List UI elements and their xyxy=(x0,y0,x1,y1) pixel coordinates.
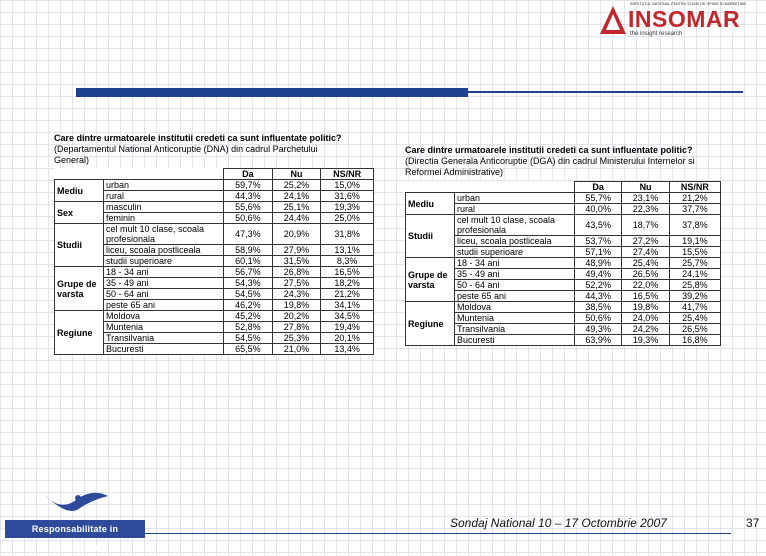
row-label: Transilvania xyxy=(455,324,575,335)
cell-value: 24,0% xyxy=(622,313,669,324)
cell-value: 18,7% xyxy=(622,215,669,236)
table-row xyxy=(55,311,374,322)
table-row xyxy=(406,215,721,236)
logo-tagline: INSTITUTUL NATIONAL PENTRU STUDII DE OPINIE SI MARKETING xyxy=(630,2,747,6)
cell-value: 22,3% xyxy=(622,204,669,215)
cell-value: 53,7% xyxy=(575,236,622,247)
cell-value: 27,2% xyxy=(622,236,669,247)
right-table xyxy=(405,181,721,346)
row-label: Bucuresti xyxy=(104,344,224,355)
column-header: Da xyxy=(224,169,273,180)
cell-value: 19,3% xyxy=(622,335,669,346)
cell-value: 54,5% xyxy=(224,333,273,344)
table-row xyxy=(406,193,721,204)
cell-value: 19,1% xyxy=(669,236,720,247)
group-label: Studii xyxy=(406,215,455,258)
cell-value: 23,1% xyxy=(622,193,669,204)
cell-value: 54,3% xyxy=(224,278,273,289)
footer-rule xyxy=(145,533,731,534)
cell-value: 27,4% xyxy=(622,247,669,258)
cell-value: 52,8% xyxy=(224,322,273,333)
column-header: Nu xyxy=(622,182,669,193)
row-label: studii superioare xyxy=(455,247,575,258)
group-label: Regiune xyxy=(406,302,455,346)
bird-icon xyxy=(40,486,112,520)
group-label: Grupe de varsta xyxy=(55,267,104,311)
cell-value: 25,3% xyxy=(272,333,321,344)
cell-value: 60,1% xyxy=(224,256,273,267)
insomar-logo xyxy=(598,2,760,42)
column-header: Da xyxy=(575,182,622,193)
row-label: 18 - 34 ani xyxy=(104,267,224,278)
group-label: Grupe de varsta xyxy=(406,258,455,302)
cell-value: 49,3% xyxy=(575,324,622,335)
right-panel-title xyxy=(405,145,717,178)
cell-value: 8,3% xyxy=(321,256,374,267)
cell-value: 49,4% xyxy=(575,269,622,280)
cell-value: 19,3% xyxy=(321,202,374,213)
cell-value: 16,8% xyxy=(669,335,720,346)
logo-name: INSOMAR xyxy=(628,6,741,32)
cell-value: 26,5% xyxy=(669,324,720,335)
column-header: NS/NR xyxy=(321,169,374,180)
cell-value: 31,8% xyxy=(321,224,374,245)
header-rule xyxy=(468,91,743,93)
page-number: 37 xyxy=(746,516,760,530)
row-label: 35 - 49 ani xyxy=(455,269,575,280)
cell-value: 18,2% xyxy=(321,278,374,289)
cell-value: 37,8% xyxy=(669,215,720,236)
row-label: Muntenia xyxy=(455,313,575,324)
cell-value: 19,8% xyxy=(272,300,321,311)
cell-value: 39,2% xyxy=(669,291,720,302)
cell-value: 40,0% xyxy=(575,204,622,215)
row-label: liceu, scoala postliceala xyxy=(455,236,575,247)
header-bar xyxy=(76,88,468,97)
cell-value: 25,7% xyxy=(669,258,720,269)
group-label: Mediu xyxy=(55,180,104,202)
group-label: Sex xyxy=(55,202,104,224)
row-label: peste 65 ani xyxy=(455,291,575,302)
row-label: peste 65 ani xyxy=(104,300,224,311)
row-label: Muntenia xyxy=(104,322,224,333)
cell-value: 55,7% xyxy=(575,193,622,204)
row-label: studii superioare xyxy=(104,256,224,267)
row-label: 50 - 64 ani xyxy=(104,289,224,300)
cell-value: 19,4% xyxy=(321,322,374,333)
cell-value: 25,4% xyxy=(669,313,720,324)
right-title-main: Care dintre urmatoarele institutii credeti ca sunt influentate politic? xyxy=(405,145,693,155)
row-label: cel mult 10 clase, scoala profesionala xyxy=(104,224,224,245)
survey-caption: Sondaj National 10 – 17 Octombrie 2007 xyxy=(450,516,667,530)
cell-value: 25,1% xyxy=(272,202,321,213)
cell-value: 45,2% xyxy=(224,311,273,322)
cell-value: 22,0% xyxy=(622,280,669,291)
header-blank xyxy=(55,169,224,180)
row-label: 50 - 64 ani xyxy=(455,280,575,291)
cell-value: 25,8% xyxy=(669,280,720,291)
cell-value: 24,4% xyxy=(272,213,321,224)
cell-value: 58,9% xyxy=(224,245,273,256)
table-row xyxy=(55,267,374,278)
cell-value: 63,9% xyxy=(575,335,622,346)
row-label: Bucuresti xyxy=(455,335,575,346)
cell-value: 55,6% xyxy=(224,202,273,213)
cell-value: 25,2% xyxy=(272,180,321,191)
table-row xyxy=(55,202,374,213)
header-blank xyxy=(406,182,575,193)
cell-value: 26,8% xyxy=(272,267,321,278)
cell-value: 27,8% xyxy=(272,322,321,333)
cell-value: 21,2% xyxy=(321,289,374,300)
row-label: liceu, scoala postliceala xyxy=(104,245,224,256)
row-label: Moldova xyxy=(104,311,224,322)
cell-value: 16,5% xyxy=(321,267,374,278)
group-label: Mediu xyxy=(406,193,455,215)
cell-value: 20,1% xyxy=(321,333,374,344)
table-row xyxy=(55,180,374,191)
cell-value: 21,2% xyxy=(669,193,720,204)
cell-value: 34,5% xyxy=(321,311,374,322)
cell-value: 34,1% xyxy=(321,300,374,311)
cell-value: 65,5% xyxy=(224,344,273,355)
cell-value: 48,9% xyxy=(575,258,622,269)
cell-value: 24,3% xyxy=(272,289,321,300)
column-header: NS/NR xyxy=(669,182,720,193)
cell-value: 21,0% xyxy=(272,344,321,355)
insomar-mark-icon xyxy=(598,4,628,38)
cell-value: 31,5% xyxy=(272,256,321,267)
table-header-row xyxy=(406,182,721,193)
row-label: cel mult 10 clase, scoala profesionala xyxy=(455,215,575,236)
cell-value: 26,5% xyxy=(622,269,669,280)
cell-value: 27,9% xyxy=(272,245,321,256)
row-label: urban xyxy=(455,193,575,204)
row-label: Moldova xyxy=(455,302,575,313)
cell-value: 47,3% xyxy=(224,224,273,245)
table-row xyxy=(406,302,721,313)
table-row xyxy=(406,258,721,269)
cell-value: 15,0% xyxy=(321,180,374,191)
cell-value: 59,7% xyxy=(224,180,273,191)
cell-value: 54,5% xyxy=(224,289,273,300)
cell-value: 13,1% xyxy=(321,245,374,256)
cell-value: 24,2% xyxy=(622,324,669,335)
cell-value: 25,4% xyxy=(622,258,669,269)
column-header: Nu xyxy=(272,169,321,180)
cell-value: 52,2% xyxy=(575,280,622,291)
cell-value: 44,3% xyxy=(575,291,622,302)
cell-value: 41,7% xyxy=(669,302,720,313)
cell-value: 27,5% xyxy=(272,278,321,289)
row-label: rural xyxy=(104,191,224,202)
cell-value: 37,7% xyxy=(669,204,720,215)
row-label: feminin xyxy=(104,213,224,224)
group-label: Regiune xyxy=(55,311,104,355)
cell-value: 20,9% xyxy=(272,224,321,245)
cell-value: 24,1% xyxy=(669,269,720,280)
cell-value: 50,6% xyxy=(575,313,622,324)
cell-value: 50,6% xyxy=(224,213,273,224)
left-table xyxy=(54,168,374,355)
table-header-row xyxy=(55,169,374,180)
cell-value: 19,8% xyxy=(622,302,669,313)
row-label: rural xyxy=(455,204,575,215)
logo-sub: the insight research xyxy=(630,31,683,37)
cell-value: 31,6% xyxy=(321,191,374,202)
left-panel xyxy=(54,133,374,355)
right-title-sub: (Directia Generala Anticoruptie (DGA) din cadrul Ministerului Internelor si Reformei Administrative) xyxy=(405,156,695,177)
row-label: 35 - 49 ani xyxy=(104,278,224,289)
row-label: 18 - 34 ani xyxy=(455,258,575,269)
row-label: Transilvania xyxy=(104,333,224,344)
cell-value: 15,5% xyxy=(669,247,720,258)
cell-value: 16,5% xyxy=(622,291,669,302)
cell-value: 43,5% xyxy=(575,215,622,236)
left-title-sub: (Departamentul National Anticoruptie (DNA) din cadrul Parchetului General) xyxy=(54,144,318,165)
left-panel-title xyxy=(54,133,354,166)
cell-value: 56,7% xyxy=(224,267,273,278)
cell-value: 24,1% xyxy=(272,191,321,202)
responsabilitate-band: Responsabilitate in Democratie xyxy=(5,520,145,538)
cell-value: 57,1% xyxy=(575,247,622,258)
group-label: Studii xyxy=(55,224,104,267)
row-label: urban xyxy=(104,180,224,191)
row-label: masculin xyxy=(104,202,224,213)
cell-value: 44,3% xyxy=(224,191,273,202)
cell-value: 25,0% xyxy=(321,213,374,224)
cell-value: 20,2% xyxy=(272,311,321,322)
table-row xyxy=(55,224,374,245)
left-title-main: Care dintre urmatoarele institutii credeti ca sunt influentate politic? xyxy=(54,133,342,143)
cell-value: 46,2% xyxy=(224,300,273,311)
right-panel xyxy=(405,145,721,346)
cell-value: 13,4% xyxy=(321,344,374,355)
cell-value: 38,5% xyxy=(575,302,622,313)
